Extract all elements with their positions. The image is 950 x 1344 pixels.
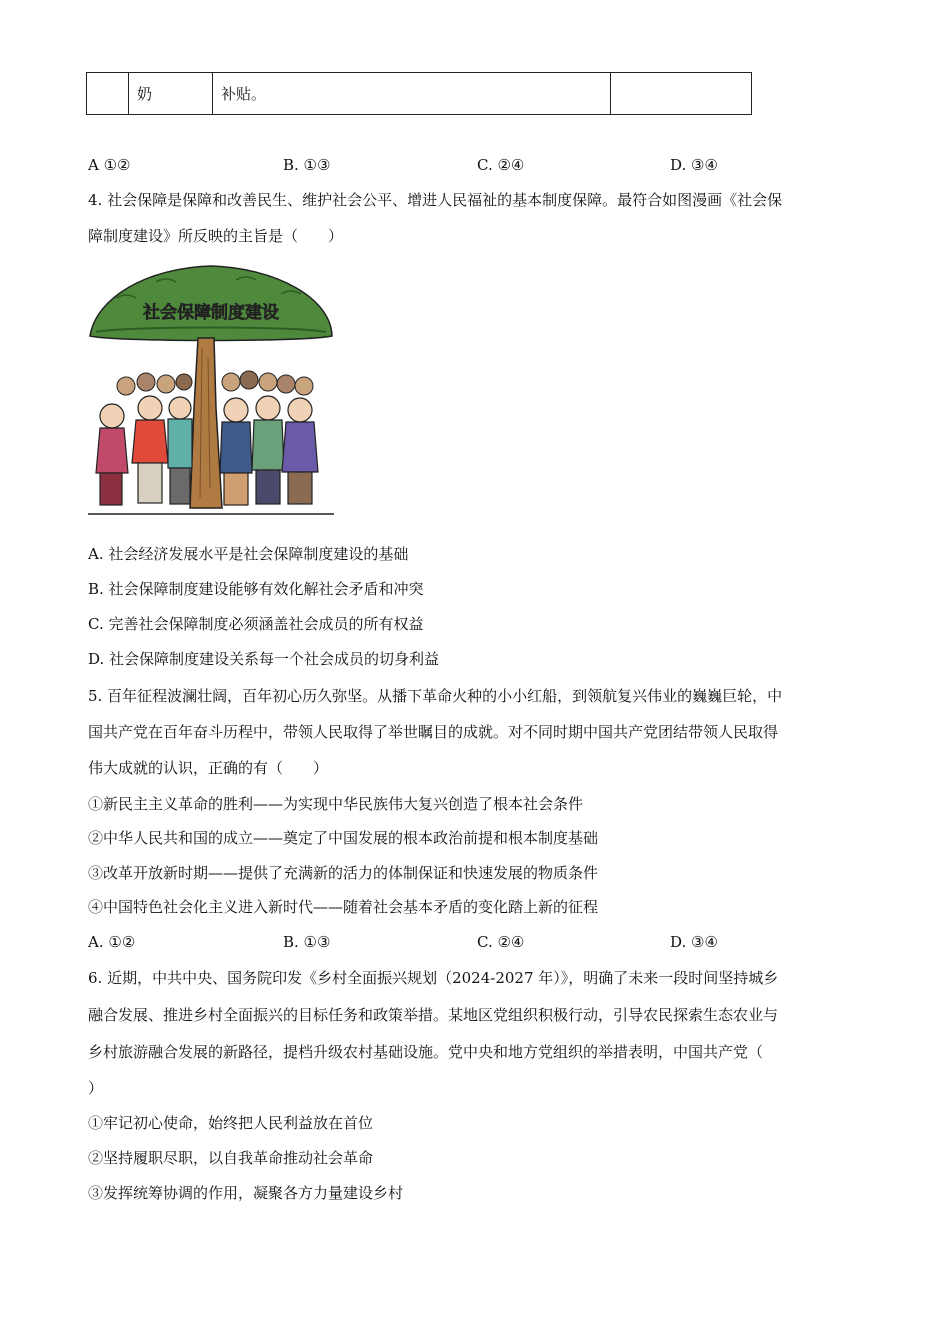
q5-option-d: D. ③④ (670, 933, 718, 951)
q5-option-c: C. ②④ (477, 933, 525, 951)
table-cell: 补贴。 (213, 73, 611, 115)
q5-item-2: ②中华人民共和国的成立——奠定了中国发展的根本政治前提和根本制度基础 (88, 829, 599, 847)
q6-stem-line-4: ） (88, 1079, 104, 1097)
q4-stem-line-2: 障制度建设》所反映的主旨是（ ） (88, 227, 344, 245)
q6-item-2: ②坚持履职尽职，以自我革命推动社会革命 (88, 1149, 374, 1167)
q4-stem-line-1: 4. 社会保障是保障和改善民生、维护社会公平、增进人民福祉的基本制度保障。最符合如图漫画《社会保 (88, 191, 783, 209)
cartoon-caption: 社会保障制度建设 (143, 303, 279, 323)
q3-option-b: B. ①③ (283, 156, 331, 174)
q4-option-c: C. 完善社会保障制度必须涵盖社会成员的所有权益 (88, 615, 424, 633)
q5-item-1: ①新民主主义革命的胜利——为实现中华民族伟大复兴创造了根本社会条件 (88, 795, 584, 813)
q5-option-a: A. ①② (88, 933, 136, 951)
q5-item-3: ③改革开放新时期——提供了充满新的活力的体制保证和快速发展的物质条件 (88, 864, 599, 882)
table-cell (611, 73, 752, 115)
q4-option-a: A. 社会经济发展水平是社会保障制度建设的基础 (88, 545, 409, 563)
q3-option-c: C. ②④ (477, 156, 525, 174)
q6-item-1: ①牢记初心使命，始终把人民利益放在首位 (88, 1114, 374, 1132)
table-row (87, 73, 752, 115)
q5-stem-line-2: 国共产党在百年奋斗历程中，带领人民取得了举世瞩目的成就。对不同时期中国共产党团结带领人民取得 (88, 723, 779, 741)
q5-option-b: B. ①③ (283, 933, 331, 951)
q5-item-4: ④中国特色社会化主义进入新时代——随着社会基本矛盾的变化踏上新的征程 (88, 898, 599, 916)
q3-option-a: A ①② (88, 156, 131, 174)
q6-stem-line-3: 乡村旅游融合发展的新路径，提档升级农村基础设施。党中央和地方党组织的举措表明，中国共产党（ (88, 1043, 764, 1061)
social-security-cartoon (86, 258, 336, 520)
q3-option-d: D. ③④ (670, 156, 718, 174)
table-cell: 奶 (129, 73, 213, 115)
q6-stem-line-1: 6. 近期，中共中央、国务院印发《乡村全面振兴规划（2024-2027 年）》，明确了未来一段时间坚持城乡 (88, 969, 779, 987)
q5-stem-line-1: 5. 百年征程波澜壮阔，百年初心历久弥坚。从播下革命火种的小小红船，到领航复兴伟业的巍巍巨轮，中 (88, 687, 783, 705)
q4-option-d: D. 社会保障制度建设关系每一个社会成员的切身利益 (88, 650, 440, 668)
subsidy-table-fragment (86, 72, 752, 115)
table-cell (87, 73, 129, 115)
q4-option-b: B. 社会保障制度建设能够有效化解社会矛盾和冲突 (88, 580, 424, 598)
q6-item-3: ③发挥统筹协调的作用，凝聚各方力量建设乡村 (88, 1184, 404, 1202)
q5-stem-line-3: 伟大成就的认识，正确的有（ ） (88, 759, 329, 777)
q6-stem-line-2: 融合发展、推进乡村全面振兴的目标任务和政策举措。某地区党组织积极行动，引导农民探索生态农业与 (88, 1006, 779, 1024)
